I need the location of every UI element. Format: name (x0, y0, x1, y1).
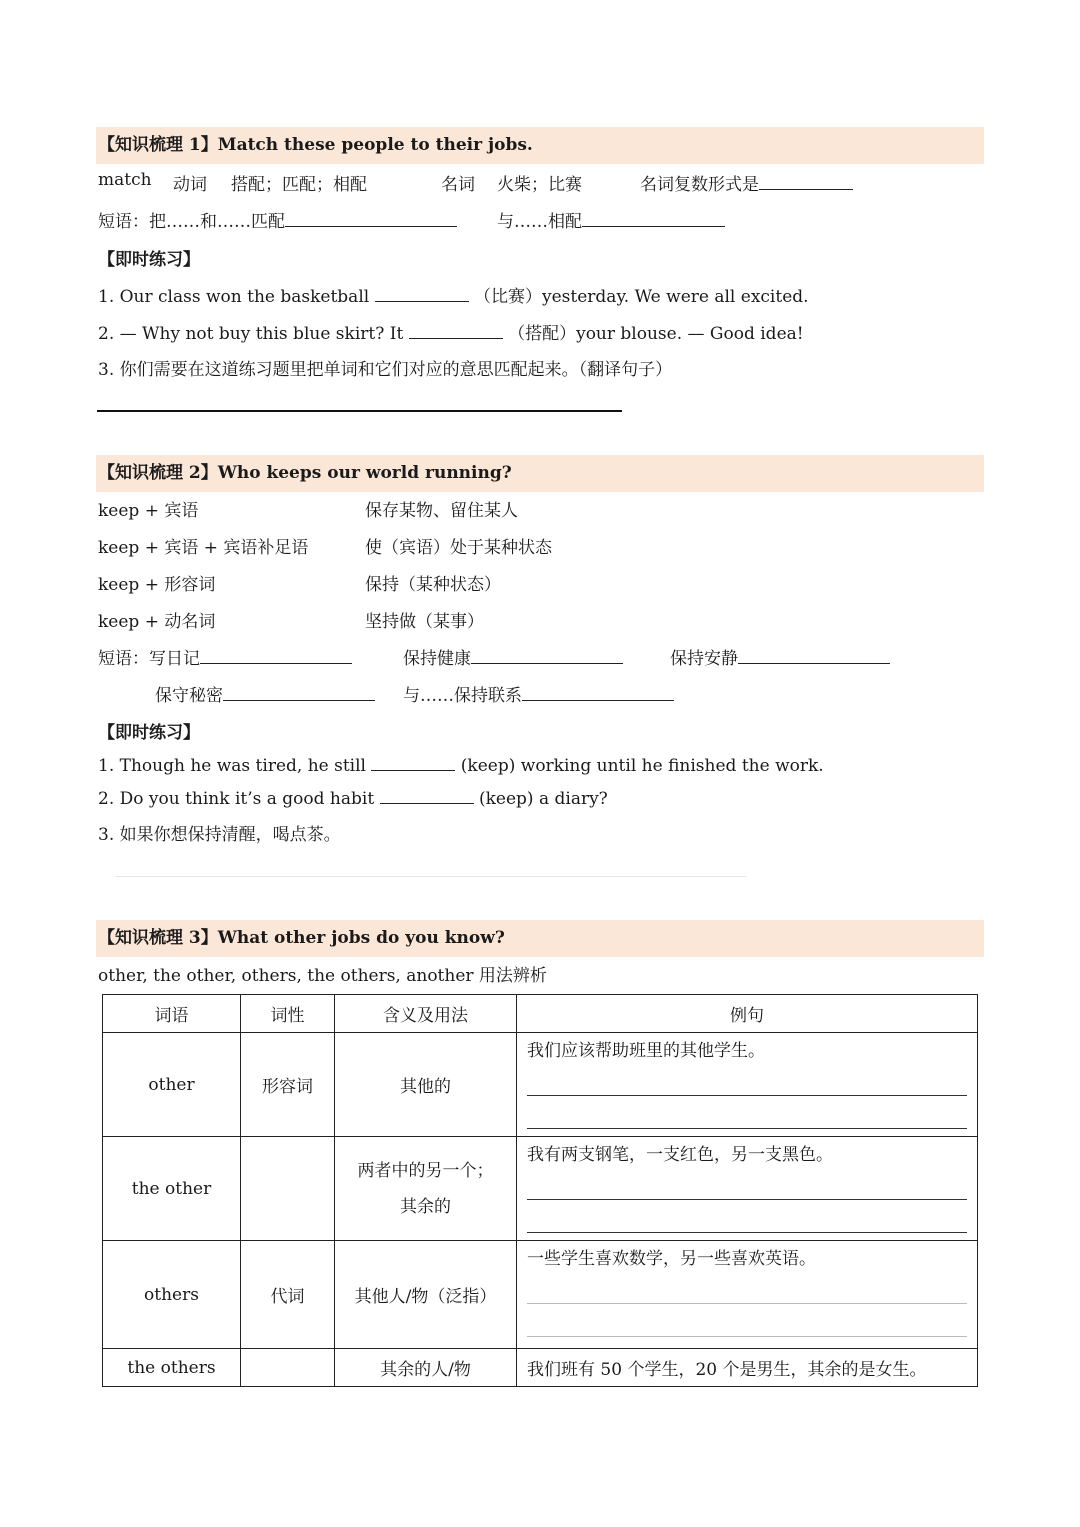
s1-q1-hint: （比赛）yesterday. We were all excited. (474, 287, 809, 307)
s2-q2-text: 2. Do you think it’s a good habit (98, 789, 375, 809)
row-example (517, 1137, 978, 1241)
row-meaning-line2: 其余的 (400, 1196, 451, 1217)
keep-meaning-1: 保存某物、留住某人 (365, 501, 518, 521)
keep-phrase-quiet (670, 644, 890, 669)
s1-q1-blank[interactable] (375, 285, 469, 302)
example-sentence: 我们应该帮助班里的其他学生。 (527, 1041, 765, 1061)
table-header-row (103, 995, 978, 1033)
section2-title: 【知识梳理 2】Who keeps our world running? (96, 455, 984, 492)
row-pos (241, 1137, 335, 1241)
s2-q2-hint: (keep) a diary? (478, 789, 608, 809)
s2-q1-hint: (keep) working until he finished the work. (460, 756, 824, 776)
row-word: the other (103, 1137, 241, 1241)
keep-meaning-4: 坚持做（某事） (365, 612, 484, 632)
phrase-quiet-blank[interactable] (738, 647, 890, 664)
plural-form-label: 名词复数形式是 (640, 175, 759, 195)
phrase-healthy-label: 保持健康 (403, 649, 471, 669)
row-word: others (103, 1241, 241, 1349)
usage-intro: other, the other, others, the others, another 用法辨析 (98, 966, 547, 986)
row-example (517, 1033, 978, 1137)
example-sentence: 我们班有 50 个学生，20 个是男生，其余的是女生。 (527, 1360, 927, 1380)
keep-phrases-label: 短语： (98, 649, 149, 669)
table-row (103, 1137, 978, 1241)
s1-question-1 (98, 282, 809, 307)
table-row (103, 1349, 978, 1387)
section3-title: 【知识梳理 3】What other jobs do you know? (96, 920, 984, 957)
table-row (103, 1241, 978, 1349)
translation-line[interactable] (527, 1085, 967, 1096)
practice-title-1: 【即时练习】 (98, 250, 200, 270)
s2-question-3: 3. 如果你想保持清醒，喝点茶。 (98, 825, 341, 845)
phrase-go-with-blank[interactable] (582, 210, 725, 227)
phrase-secret-blank[interactable] (223, 684, 375, 701)
usage-table (102, 994, 978, 1387)
row-pos: 形容词 (241, 1033, 335, 1137)
translation-line[interactable] (527, 1326, 967, 1337)
section1-title: 【知识梳理 1】Match these people to their jobs. (96, 127, 984, 164)
translation-answer-line[interactable] (97, 410, 622, 412)
vocab-meaning-noun: 火柴；比赛 (497, 175, 582, 195)
header-example: 例句 (517, 995, 978, 1033)
keep-phrase-secret (155, 681, 375, 706)
row-meaning (335, 1137, 517, 1241)
vocab-pos-noun: 名词 (441, 175, 475, 195)
phrase-diary-blank[interactable] (200, 647, 352, 664)
s1-q1-text: 1. Our class won the basketball (98, 287, 370, 307)
translation-line[interactable] (527, 1118, 967, 1129)
s1-question-2 (98, 319, 804, 344)
example-sentence: 一些学生喜欢数学，另一些喜欢英语。 (527, 1249, 816, 1269)
keep-phrase-diary (98, 644, 352, 669)
phrase-match-prompt (98, 207, 457, 232)
s1-q2-hint: （搭配）your blouse. — Good idea! (508, 324, 804, 344)
header-pos: 词性 (241, 995, 335, 1033)
row-meaning: 其余的人/物 (335, 1349, 517, 1387)
vocab-word: match (98, 170, 152, 190)
phrase-diary-label: 写日记 (149, 649, 200, 669)
phrase-healthy-blank[interactable] (471, 647, 623, 664)
keep-meaning-2: 使（宾语）处于某种状态 (365, 538, 552, 558)
keep-pattern-2: keep + 宾语 + 宾语补足语 (98, 538, 309, 558)
row-word: other (103, 1033, 241, 1137)
plural-blank[interactable] (759, 173, 853, 190)
row-meaning: 其他的 (335, 1033, 517, 1137)
section-divider (116, 876, 746, 877)
table-row (103, 1033, 978, 1137)
phrase-go-with-label: 与……相配 (497, 212, 582, 232)
phrase-match-label: 短语：把……和……匹配 (98, 212, 285, 232)
vocab-pos-verb: 动词 (173, 175, 207, 195)
phrase-touch-label: 与……保持联系 (403, 686, 522, 706)
s1-question-3: 3. 你们需要在这道练习题里把单词和它们对应的意思匹配起来。（翻译句子） (98, 360, 673, 380)
row-word: the others (103, 1349, 241, 1387)
translation-line[interactable] (527, 1293, 967, 1304)
phrase-touch-blank[interactable] (522, 684, 674, 701)
keep-pattern-1: keep + 宾语 (98, 501, 199, 521)
phrase-secret-label: 保守秘密 (155, 686, 223, 706)
row-meaning: 其他人/物（泛指） (335, 1241, 517, 1349)
keep-pattern-4: keep + 动名词 (98, 612, 216, 632)
phrase-go-with-prompt (497, 207, 725, 232)
s2-q1-text: 1. Though he was tired, he still (98, 756, 366, 776)
s1-q2-blank[interactable] (409, 322, 503, 339)
plural-form-prompt (640, 170, 853, 195)
s2-q1-blank[interactable] (371, 754, 455, 771)
row-pos (241, 1349, 335, 1387)
translation-line[interactable] (527, 1189, 967, 1200)
s2-q2-blank[interactable] (380, 787, 474, 804)
phrase-match-blank[interactable] (285, 210, 457, 227)
row-pos: 代词 (241, 1241, 335, 1349)
keep-meaning-3: 保持（某种状态） (365, 575, 501, 595)
row-example (517, 1241, 978, 1349)
row-meaning-line1: 两者中的另一个； (357, 1160, 494, 1181)
example-sentence: 我有两支钢笔，一支红色，另一支黑色。 (527, 1145, 833, 1165)
header-word: 词语 (103, 995, 241, 1033)
keep-phrase-healthy (403, 644, 623, 669)
translation-line[interactable] (527, 1222, 967, 1233)
vocab-meaning-verb: 搭配；匹配；相配 (231, 175, 367, 195)
s2-question-2 (98, 787, 608, 809)
s2-question-1 (98, 754, 824, 776)
header-meaning: 含义及用法 (335, 995, 517, 1033)
row-example (517, 1349, 978, 1387)
s1-q2-text: 2. — Why not buy this blue skirt? It (98, 324, 404, 344)
practice-title-2: 【即时练习】 (98, 723, 200, 743)
keep-pattern-3: keep + 形容词 (98, 575, 216, 595)
keep-phrase-touch (403, 681, 674, 706)
phrase-quiet-label: 保持安静 (670, 649, 738, 669)
